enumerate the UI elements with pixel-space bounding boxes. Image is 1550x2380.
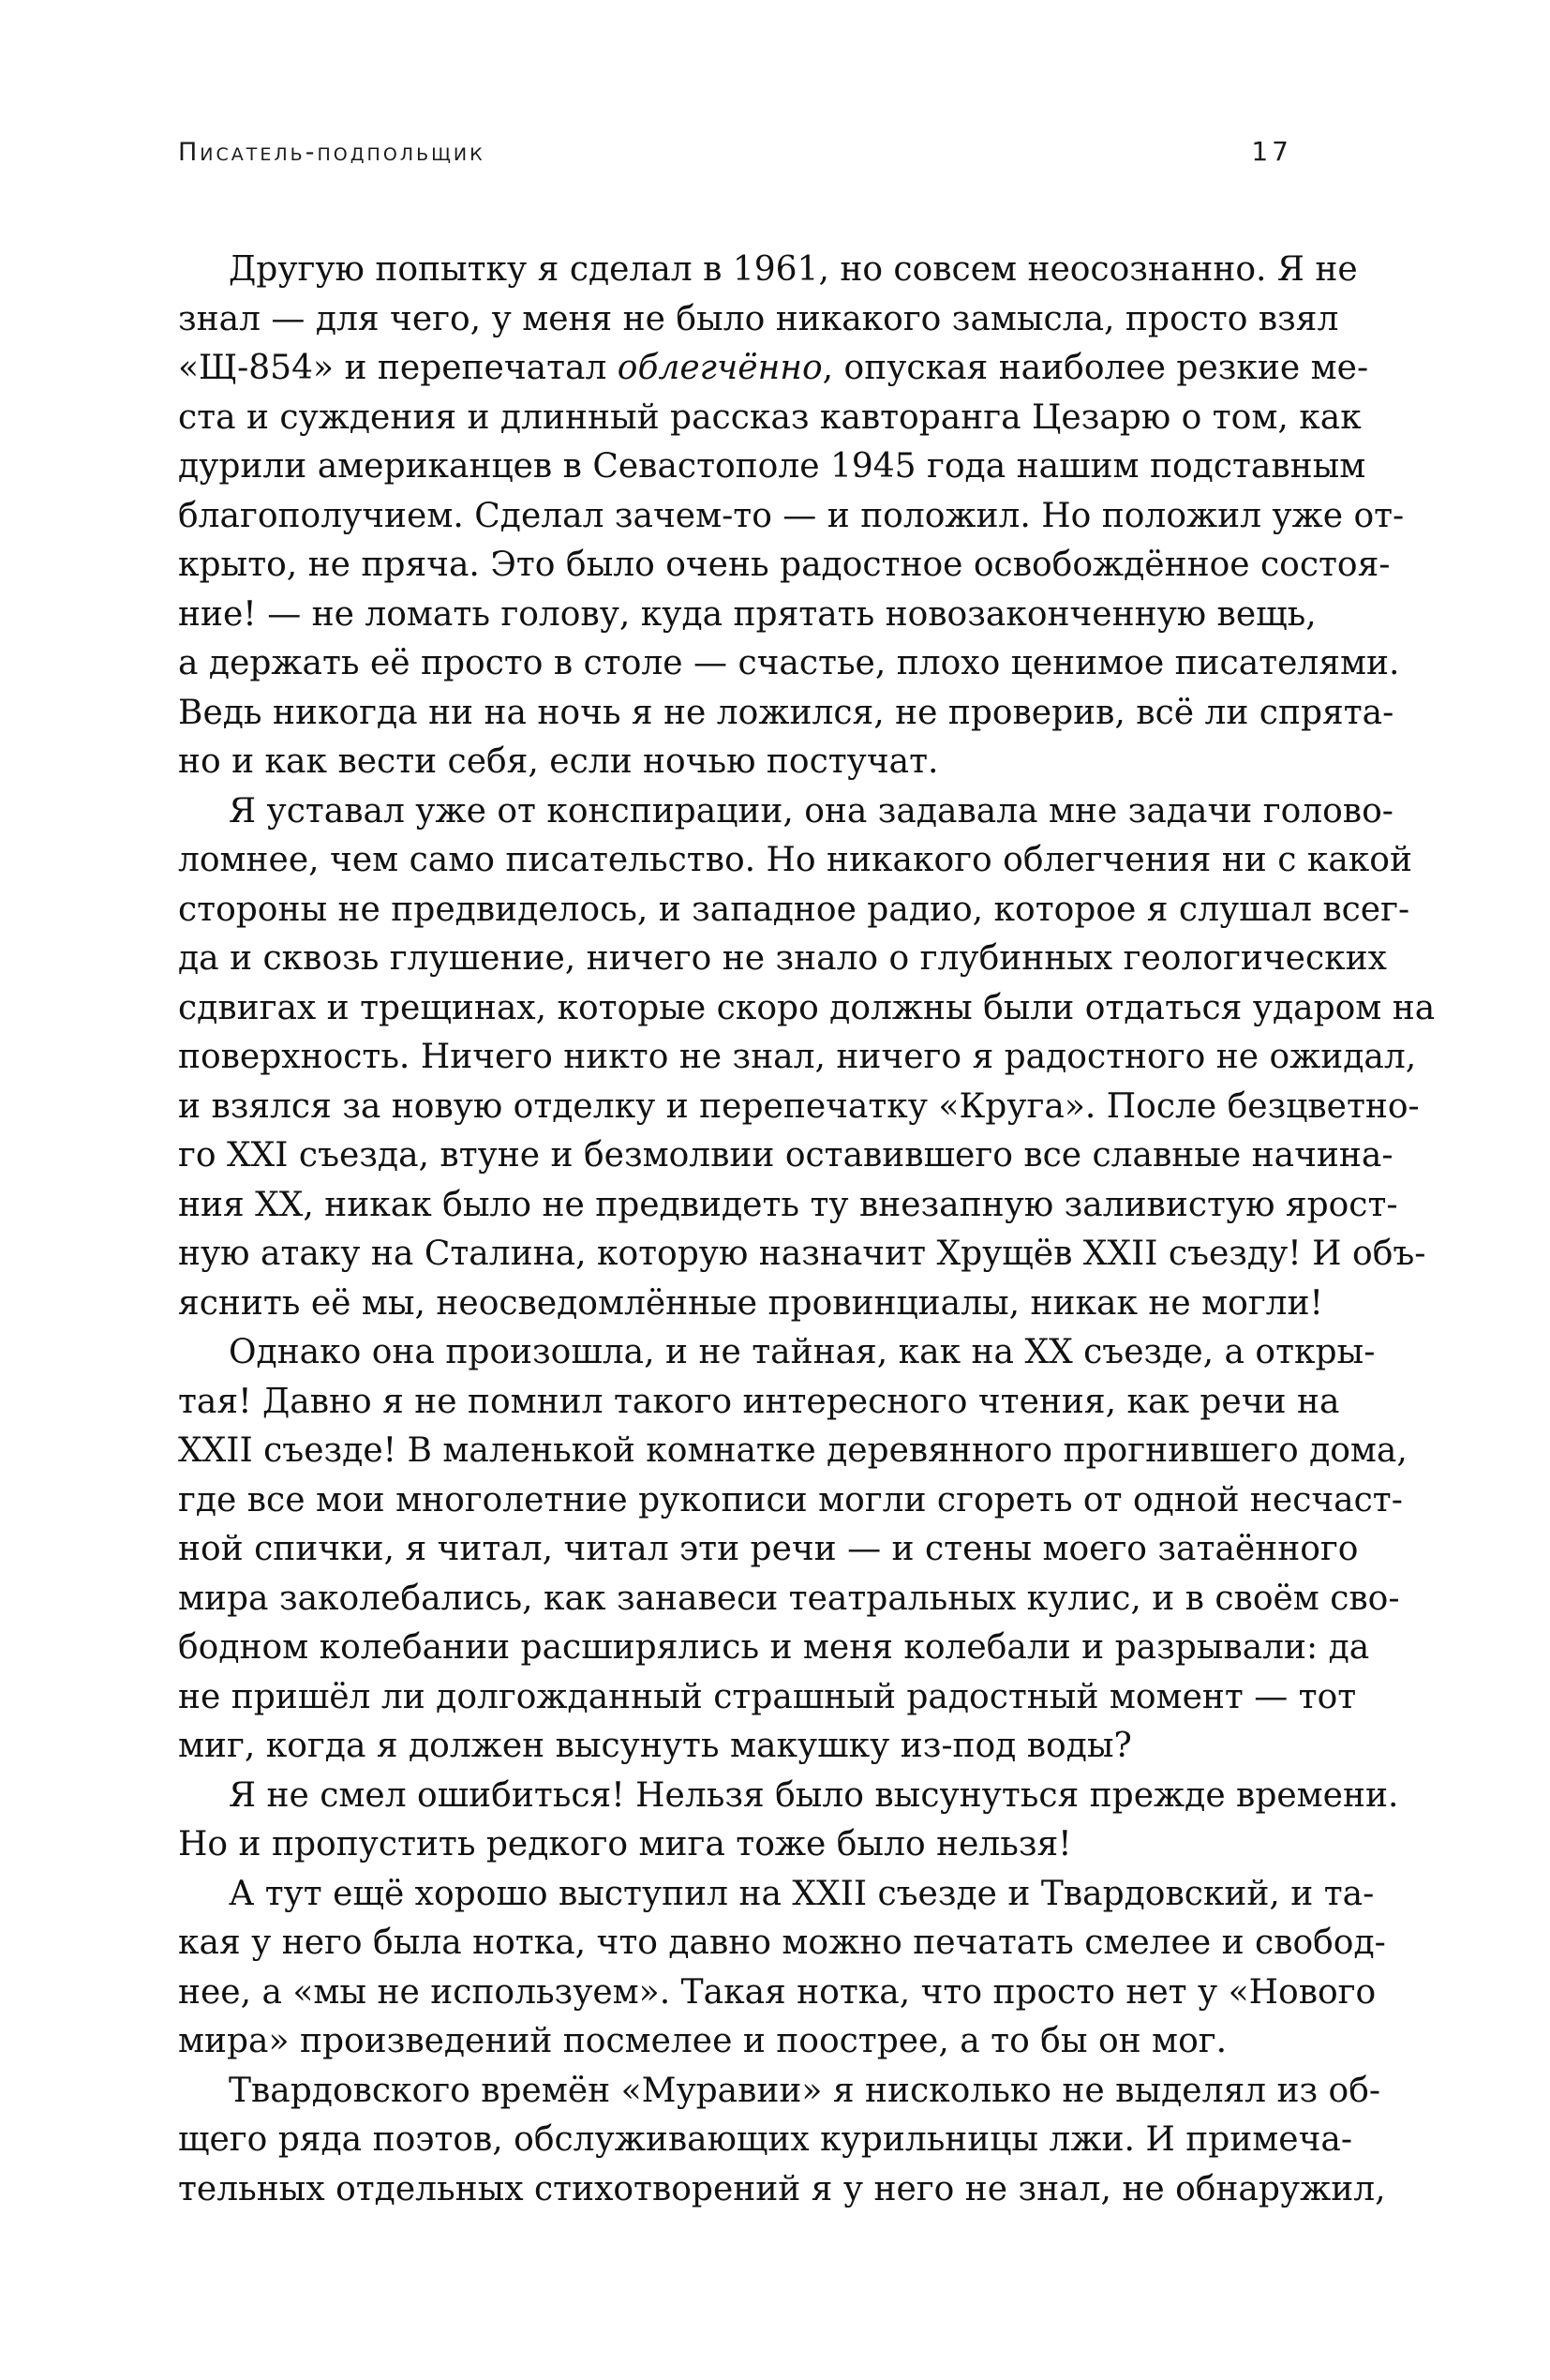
text-line: Ведь никогда ни на ночь я не ложился, не проверив, всё ли спрята- xyxy=(178,693,1394,732)
text-line: щего ряда поэтов, обслуживающих курильницы лжи. И примеча- xyxy=(178,2120,1353,2159)
text-line: XXII съезде! В маленькой комнатке деревянного прогнившего дома, xyxy=(178,1431,1408,1470)
body-text xyxy=(178,246,1436,2214)
paragraph xyxy=(178,2067,1386,2215)
text-line: да и сквозь глушение, ничего не знало о глубинных геологических xyxy=(178,939,1387,978)
running-title: Писатель-подпольщик xyxy=(178,138,485,167)
text-line: А тут ещё хорошо выступил на XXII съезде и Твардовский, и та- xyxy=(229,1874,1375,1913)
text-line: миг, когда я должен высунуть макушку из-под воды? xyxy=(178,1727,1132,1765)
text-line: где все мои многолетние рукописи могли сгореть от одной несчаст- xyxy=(178,1480,1403,1519)
text-line: мира» произведений посмелее и поострее, а то бы он мог. xyxy=(178,2022,1228,2060)
text-line: дурили американцев в Севастополе 1945 года нашим подставным xyxy=(178,447,1366,486)
text-line: стороны не предвиделось, и западное радио, которое я слушал всег- xyxy=(178,890,1410,929)
text-line: ной спички, я читал, читал эти речи — и стены моего затаённого xyxy=(178,1530,1359,1568)
text-line: ния XX, никак было не предвидеть ту внезапную заливистую ярост- xyxy=(178,1185,1398,1224)
text-line: но и как вести себя, если ночью постучат. xyxy=(178,742,939,781)
text-line: знал — для чего, у меня не было никакого замысла, просто взял xyxy=(178,299,1339,338)
text-line: Я не смел ошибиться! Нельзя было высунуться прежде времени. xyxy=(229,1775,1399,1815)
paragraph xyxy=(178,1870,1386,2067)
text-line: ние! — не ломать голову, куда прятать новозаконченную вещь, xyxy=(178,594,1317,634)
text-line: ную атаку на Сталина, которую назначит Хрущёв XXII съезду! И объ- xyxy=(178,1235,1426,1273)
text-line: и взялся за новую отделку и перепечатку «Круга». После безцветно- xyxy=(178,1086,1420,1126)
text-line: го XXI съезда, втуне и безмолвии оставившего все славные начина- xyxy=(178,1136,1394,1175)
text-line: благополучием. Сделал зачем-то — и положил. Но положил уже от- xyxy=(178,496,1405,535)
text-line: мира заколебались, как занавеси театральных кулис, и в своём сво- xyxy=(178,1579,1400,1618)
text-line: ста и суждения и длинный рассказ кавторанга Цезарю о том, как xyxy=(178,397,1362,437)
text-line: Я уставал уже от конспирации, она задавала мне задачи голово- xyxy=(229,791,1394,831)
page-number: 17 xyxy=(1251,136,1292,167)
text-line: ломнее, чем само писательство. Но никакого облегчения ни с какой xyxy=(178,841,1412,879)
text-line: Твардовского времён «Муравии» я нисколько не выделял из об- xyxy=(229,2071,1381,2110)
paragraph xyxy=(178,1772,1399,1870)
text-line: Другую попытку я сделал в 1961, но совсем неосознанно. Я не xyxy=(229,250,1358,289)
text-line: поверхность. Ничего никто не знал, ничего я радостного не ожидал, xyxy=(178,1038,1417,1076)
paragraph xyxy=(178,246,1405,787)
text-line: крыто, не пряча. Это было очень радостное освобождённое состоя- xyxy=(178,546,1391,584)
text-line: кая у него была нотка, что давно можно печатать смелее и свобод- xyxy=(178,1923,1386,1962)
text-line: а держать её просто в столе — счастье, плохо ценимое писателями. xyxy=(178,644,1400,682)
text-line: Но и пропустить редкого мига тоже было нельзя! xyxy=(178,1825,1072,1864)
text-line: тая! Давно я не помнил такого интересного чтения, как речи на xyxy=(178,1382,1340,1421)
text-line: тельных отдельных стихотворений я у него не знал, не обнаружил, xyxy=(178,2169,1386,2208)
text-line: нее, а «мы не используем». Такая нотка, что просто нет у «Нового xyxy=(178,1972,1377,2012)
text-line: не пришёл ли долгожданный страшный радостный момент — тот xyxy=(178,1677,1357,1716)
paragraph xyxy=(178,787,1436,1329)
paragraph xyxy=(178,1328,1408,1772)
text-line: Однако она произошла, и не тайная, как на XX съезде, а откры- xyxy=(229,1333,1376,1371)
text-line: сдвигах и трещинах, которые скоро должны были отдаться ударом на xyxy=(178,988,1436,1027)
text-line: бодном колебании расширялись и меня колебали и разрывали: да xyxy=(178,1628,1370,1667)
text-line: «Щ-854» и перепечатал облегчённо, опуская наиболее резкие ме- xyxy=(178,349,1369,387)
text-line: яснить её мы, неосведомлённые провинциалы, никак не могли! xyxy=(178,1283,1324,1323)
emphasis: облегчённо xyxy=(617,349,823,387)
